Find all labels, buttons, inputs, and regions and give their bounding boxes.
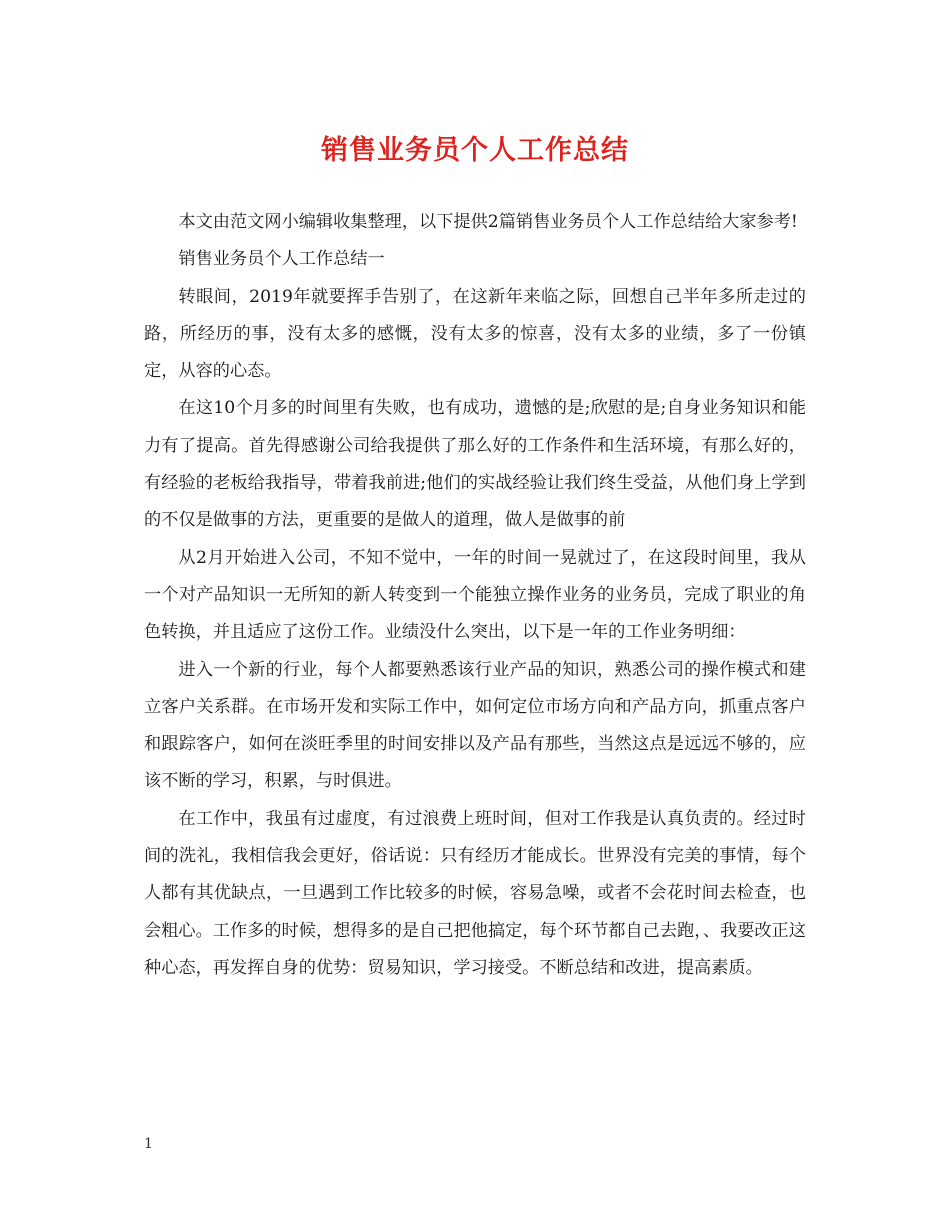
section-heading: 销售业务员个人工作总结一 <box>178 249 385 270</box>
document-body <box>144 204 806 987</box>
paragraph: 在这10个月多的时间里有失败，也有成功，遗憾的是;欣慰的是;自身业务知识和能力有了提高。首先得感谢公司给我提供了那么好的工作条件和生活环境，有那么好的，有经验的老板给我指导，带着我前进;他们的实战经验让我们终生受益，从他们身上学到的不仅是做事的方法，更重要的是做人的道理，做人是做事的前 <box>144 398 806 531</box>
page-number: 1 <box>144 1136 153 1152</box>
paragraph: 进入一个新的行业，每个人都要熟悉该行业产品的知识，熟悉公司的操作模式和建立客户关系群。在市场开发和实际工作中，如何定位市场方向和产品方向，抓重点客户和跟踪客户，如何在淡旺季里的时间安排以及产品有那些，当然这点是远远不够的，应该不断的学习，积累，与时俱进。 <box>144 659 806 792</box>
paragraph: 从2月开始进入公司，不知不觉中，一年的时间一晃就过了，在这段时间里，我从一个对产品知识一无所知的新人转变到一个能独立操作业务的业务员，完成了职业的角色转换，并且适应了这份工作。业绩没什么突出，以下是一年的工作业务明细： <box>144 547 806 643</box>
paragraph: 转眼间，2019年就要挥手告别了，在这新年来临之际，回想自己半年多所走过的路，所经历的事，没有太多的感慨，没有太多的惊喜，没有太多的业绩，多了一份镇定，从容的心态。 <box>144 286 806 382</box>
paragraph-intro: 本文由范文网小编辑收集整理，以下提供2篇销售业务员个人工作总结给大家参考! <box>178 212 798 232</box>
document-title: 销售业务员个人工作总结 <box>321 135 629 166</box>
paragraph: 在工作中，我虽有过虚度，有过浪费上班时间，但对工作我是认真负责的。经过时间的洗礼，我相信我会更好，俗话说：只有经历才能成长。世界没有完美的事情，每个人都有其优缺点，一旦遇到工作比较多的时候，容易急噪，或者不会花时间去检查，也会粗心。工作多的时候，想得多的是自己把他搞定，每个环节都自己去跑，、我要改正这种心态，再发挥自身的优势：贸易知识，学习接受。不断总结和改进，提高素质。 <box>144 808 806 978</box>
